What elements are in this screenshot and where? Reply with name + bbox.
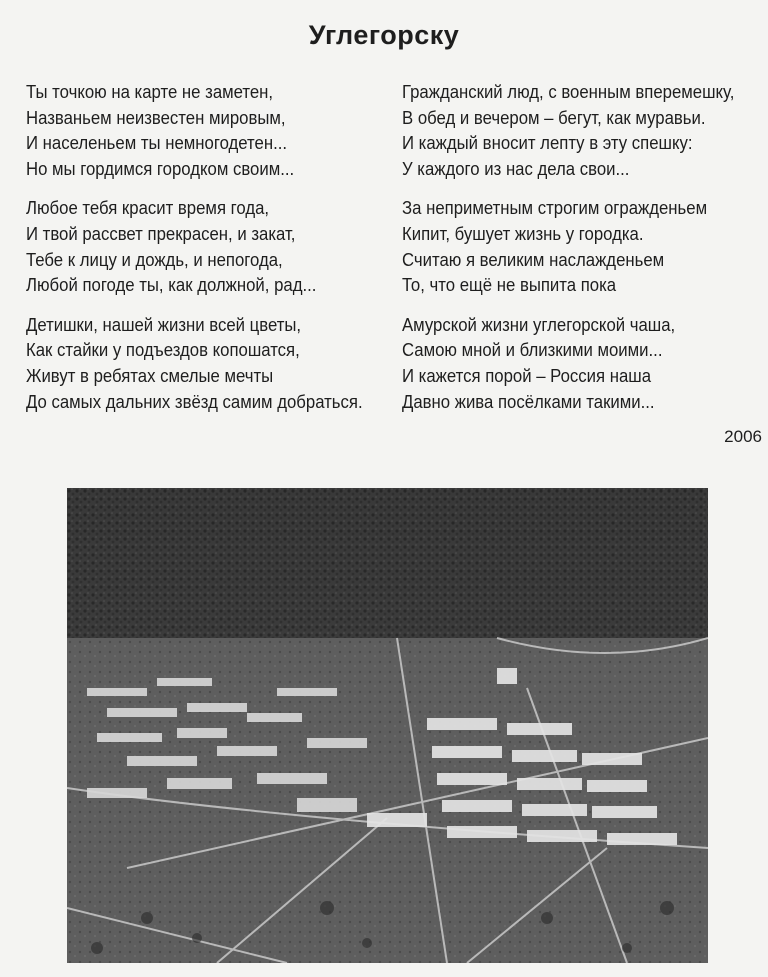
poem-line: В обед и вечером – бегут, как муравьи. xyxy=(402,107,706,128)
poem-line: Но мы гордимся городком своим... xyxy=(26,158,295,179)
poem-line: Самою мной и близкими моими... xyxy=(402,340,663,361)
stanza xyxy=(402,80,765,182)
poem-line: Гражданский люд, с военным вперемешку, xyxy=(402,82,735,102)
poem-line: И твой рассвет прекрасен, и закат, xyxy=(26,223,296,244)
poem-line: То, что ещё не выпита пока xyxy=(402,275,617,296)
poem-line: Детишки, нашей жизни всей цветы, xyxy=(26,314,302,335)
poem-line: За неприметным строгим огражденьем xyxy=(402,198,708,219)
poem-line: Тебе к лицу и дождь, и непогода, xyxy=(26,249,283,270)
stanza xyxy=(26,196,389,298)
poem-title: Углегорску xyxy=(308,20,460,50)
stanza xyxy=(402,313,765,415)
poem-line: Любое тебя красит время года, xyxy=(26,198,270,219)
poem-line: И каждый вносит лепту в эту спешку: xyxy=(402,133,693,154)
poem-line: Давно жива посёлками такими... xyxy=(402,391,655,412)
poem-line: Названьем неизвестен мировым, xyxy=(26,107,286,128)
poem-line: Кипит, бушует жизнь у городка. xyxy=(402,223,644,244)
aerial-photo-illustration xyxy=(67,488,708,963)
poem-line: И кажется порой – Россия наша xyxy=(402,365,652,386)
poem-line: У каждого из нас дела свои... xyxy=(402,158,630,179)
poem-line: Ты точкою на карте не заметен, xyxy=(26,82,274,102)
poem-line: Любой погоде ты, как должной, рад... xyxy=(26,275,317,296)
aerial-town-photo xyxy=(67,488,708,963)
poem-line: Как стайки у подъездов копошатся, xyxy=(26,340,300,361)
poem-right-column xyxy=(402,80,765,429)
poem-line: Считаю я великим наслажденьем xyxy=(402,249,665,270)
stanza xyxy=(26,80,389,182)
poem-left-column xyxy=(26,80,389,429)
poem-year: 2006 xyxy=(724,427,762,446)
poem-line: Амурской жизни углегорской чаша, xyxy=(402,314,676,335)
poem-line: И населеньем ты немногодетен... xyxy=(26,133,288,154)
stanza xyxy=(26,313,389,415)
stanza xyxy=(402,196,765,298)
poem-line: До самых дальних звёзд самим добраться. xyxy=(26,391,363,412)
poem-line: Живут в ребятах смелые мечты xyxy=(26,365,274,386)
